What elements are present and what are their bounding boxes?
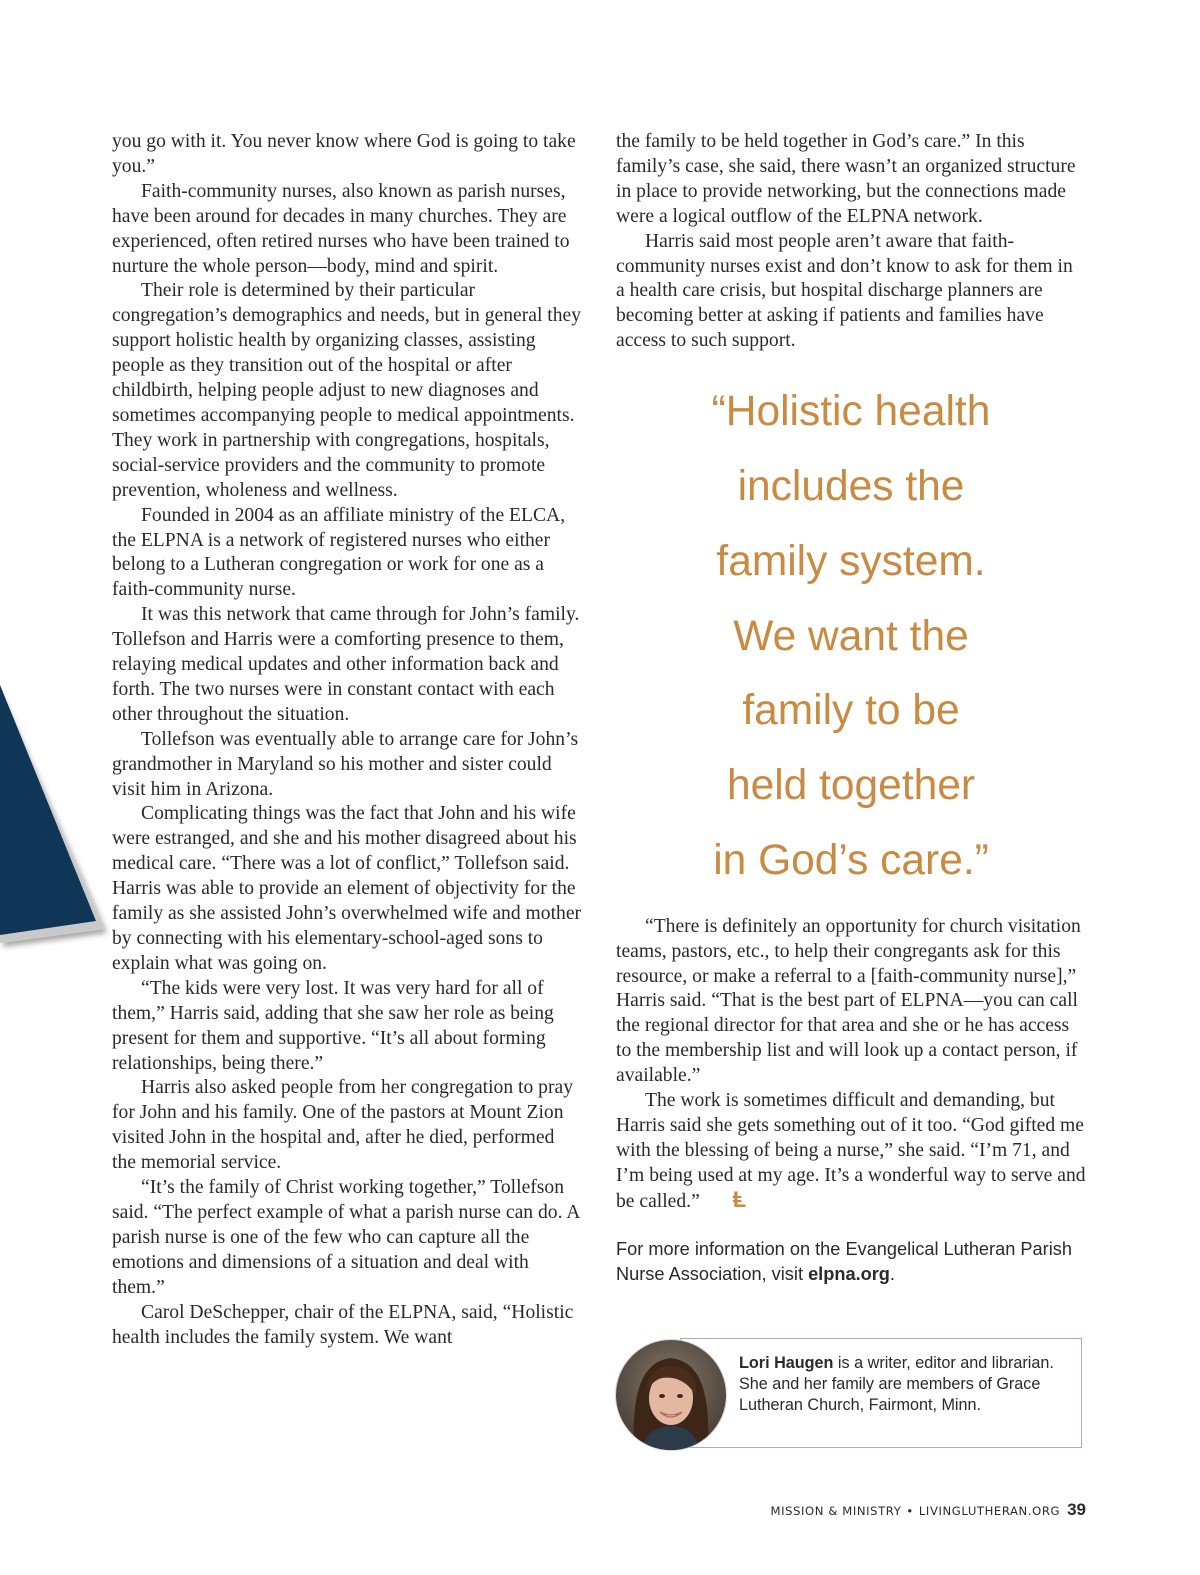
pull-quote-line: We want the bbox=[733, 612, 969, 660]
author-name: Lori Haugen bbox=[739, 1354, 834, 1372]
decorative-navy-triangle bbox=[0, 685, 112, 975]
pull-quote-line: “Holistic health bbox=[711, 388, 991, 436]
paragraph bbox=[616, 1089, 1086, 1215]
pull-quote-line: family system. bbox=[716, 537, 986, 585]
page-footer bbox=[770, 1500, 1086, 1520]
footer-site: LIVINGLUTHERAN.ORG bbox=[918, 1504, 1061, 1518]
paragraph-text: The work is sometimes difficult and demanding, but Harris said she gets something out of it too. “God gifted me with the blessing of being a nurse,” she said. “I’m 71, and I’m being used at my age. It’s a wonderful way to serve and be called.” bbox=[616, 1090, 1086, 1212]
right-article-column bbox=[616, 130, 1086, 1287]
paragraph: you go with it. You never know where God is going to take you.” bbox=[112, 131, 576, 177]
author-bio-description: is a writer, editor and librarian. She and her family are members of Grace Lutheran Church, Fairmont, Minn. bbox=[739, 1354, 1054, 1414]
paragraph: It was this network that came through for John’s family. Tollefson and Harris were a comforting presence to them, relaying medical updates and other information back and forth. The two nurses were in constant contact with each other throughout the situation. bbox=[112, 604, 580, 725]
paragraph: Complicating things was the fact that John and his wife were estranged, and she and his mother disagreed about his medical care. “There was a lot of conflict,” Tollefson said. Harris was able to provide an element of objectivity for the family as she assisted John’s overwhelmed wife and mother by connecting with his elementary-school-aged sons to explain what was going on. bbox=[112, 803, 582, 974]
page-number: 39 bbox=[1067, 1500, 1086, 1519]
left-article-column bbox=[112, 130, 582, 1350]
pull-quote-line: held together bbox=[726, 762, 976, 810]
author-bio-box bbox=[680, 1338, 1082, 1448]
pull-quote bbox=[616, 375, 1086, 899]
paragraph: the family to be held together in God’s care.” In this family’s case, she said, there wasn’t an organized structure in place to provide networking, but the connections made were a logical outflow of the ELPNA network. bbox=[616, 131, 1076, 227]
pull-quote-line: family to be bbox=[742, 687, 960, 735]
more-info-suffix: . bbox=[889, 1263, 895, 1284]
paragraph: Harris said most people aren’t aware that faith-community nurses exist and don’t know to ask for them in a health care crisis, but hospital discharge planners are becoming better at asking if patients and families have access to such support. bbox=[616, 230, 1073, 352]
author-bio-text bbox=[739, 1353, 1075, 1415]
paragraph: “The kids were very lost. It was very hard for all of them,” Harris said, adding that she saw her role as being present for them and supportive. “It’s all about forming relationships, being there.” bbox=[112, 977, 554, 1074]
paragraph: Harris also asked people from her congregation to pray for John and his family. One of the pastors at Mount Zion visited John in the hospital and, after he died, performed the memorial service. bbox=[112, 1077, 574, 1174]
more-info bbox=[616, 1237, 1086, 1287]
more-info-text: For more information on the Evangelical Lutheran Parish Nurse Association, visit bbox=[616, 1238, 1072, 1284]
author-photo-illustration bbox=[616, 1340, 726, 1450]
paragraph: Founded in 2004 as an affiliate ministry of the ELCA, the ELPNA is a network of registered nurses who either belong to a Lutheran congregation or work for one as a faith-community nurse. bbox=[112, 504, 566, 601]
author-photo bbox=[616, 1340, 726, 1450]
paragraph: Carol DeSchepper, chair of the ELPNA, said, “Holistic health includes the family system. We want bbox=[112, 1301, 574, 1348]
paragraph: “It’s the family of Christ working together,” Tollefson said. “The perfect example of what a parish nurse can do. A parish nurse is one of the few who can capture all the emotions and dimensions of a situation and deal with them.” bbox=[112, 1177, 580, 1298]
paragraph: Tollefson was eventually able to arrange care for John’s grandmother in Maryland so his mother and sister could visit him in Arizona. bbox=[112, 728, 579, 800]
footer-separator: • bbox=[906, 1504, 914, 1518]
paragraph: Faith-community nurses, also known as parish nurses, have been around for decades in many churches. They are experienced, often retired nurses who have been trained to nurture the whole person—body, mind and spirit. bbox=[112, 180, 570, 277]
paragraph: Their role is determined by their particular congregation’s demographics and needs, but in general they support holistic health by organizing classes, assisting people as they transition out of the hospital or after childbirth, helping people adjust to new diagnoses and sometimes accompanying people to medical appointments. They work in partnership with congregations, hospitals, social-service providers and the community to promote prevention, wholeness and wellness. bbox=[112, 280, 582, 501]
footer-section: MISSION & MINISTRY bbox=[770, 1504, 902, 1518]
elpna-link[interactable]: elpna.org bbox=[808, 1263, 890, 1284]
paragraph: “There is definitely an opportunity for church visitation teams, pastors, etc., to help their congregants ask for this resource, or make a referral to a [faith-community nurse],” Harris said. “That is the best part of ELPNA—you can call the regional director for that area and she or he has access to the membership list and will look up a contact person, if available.” bbox=[616, 915, 1081, 1087]
end-mark-icon: Ⱡ bbox=[732, 1186, 747, 1212]
pull-quote-line: in God’s care.” bbox=[713, 836, 989, 884]
pull-quote-line: includes the bbox=[737, 462, 965, 510]
